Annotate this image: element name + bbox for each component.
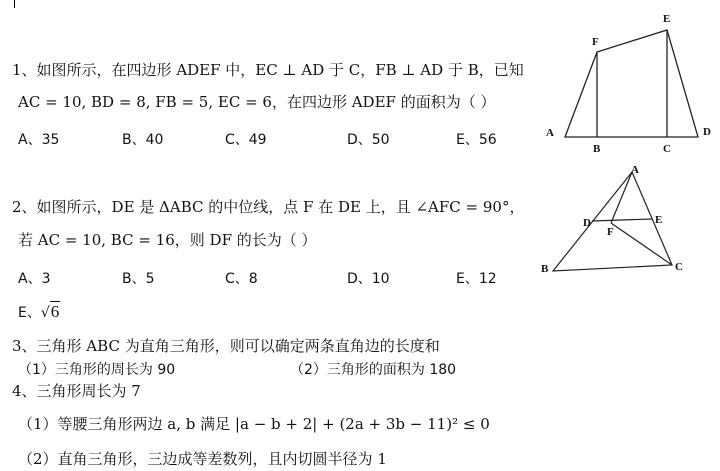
q2-line1: 2、如图所示，DE 是 ΔABC 的中位线，点 F 在 DE 上，且 ∠AFC = 90°， (12, 198, 525, 216)
q1-line2: AC = 10, BD = 8, FB = 5, EC = 6，在四边形 ADEF 的面积为（ ） (18, 93, 496, 111)
q2-option-e: E、12 (456, 271, 497, 287)
label-b2: B (541, 263, 549, 275)
q1-option-c: C、49 (225, 132, 267, 148)
q1-option-a: A、35 (18, 132, 60, 148)
label-a2: A (631, 164, 639, 176)
label-d: D (703, 126, 711, 138)
label-e: E (663, 13, 671, 25)
midline-de (592, 219, 652, 221)
quadrilateral-figure (540, 8, 720, 158)
q2-option-e-prefix: E、 (18, 305, 41, 321)
text-cursor (14, 0, 15, 8)
q2-option-e-sqrt (18, 302, 60, 322)
label-b: B (593, 143, 601, 155)
q2-option-a: A、3 (18, 271, 51, 287)
label-f: F (592, 36, 599, 48)
label-e2: E (655, 214, 663, 226)
sqrt-radicand: 6 (50, 302, 60, 321)
q4-condition-1: （1）等腰三角形两边 a, b 满足 |a − b + 2| + (2a + 3b − 11)² ≤ 0 (18, 415, 490, 433)
label-c: C (663, 143, 671, 155)
q3-condition-2: （2）三角形的面积为 180 (290, 362, 457, 378)
label-d2: D (583, 217, 591, 229)
q2-option-c: C、8 (225, 271, 258, 287)
label-c2: C (675, 261, 683, 273)
label-f2: F (607, 226, 614, 238)
q4-condition-2: （2）直角三角形，三边成等差数列，且内切圆半径为 1 (18, 450, 387, 468)
q1-option-b: B、40 (122, 132, 164, 148)
label-a: A (546, 127, 554, 139)
sqrt-sign: √ (40, 305, 50, 321)
q2-option-d: D、10 (347, 271, 390, 287)
q1-option-e: E、56 (456, 132, 497, 148)
q3-condition-1: （1）三角形的周长为 90 (18, 362, 176, 378)
triangle-figure (535, 162, 715, 282)
quadrilateral-adef-outline (565, 30, 698, 137)
q1-option-d: D、50 (347, 132, 390, 148)
q2-option-b: B、5 (122, 271, 155, 287)
segment-af (611, 172, 632, 223)
q3-title: 3、三角形 ABC 为直角三角形，则可以确定两条直角边的长度和 (12, 337, 440, 355)
q2-line2: 若 AC = 10, BC = 16，则 DF 的长为（ ） (18, 231, 317, 249)
q1-line1: 1、如图所示，在四边形 ADEF 中，EC ⊥ AD 于 C，FB ⊥ AD 于 B，已知 (12, 61, 524, 79)
q4-title: 4、三角形周长为 7 (12, 382, 141, 400)
